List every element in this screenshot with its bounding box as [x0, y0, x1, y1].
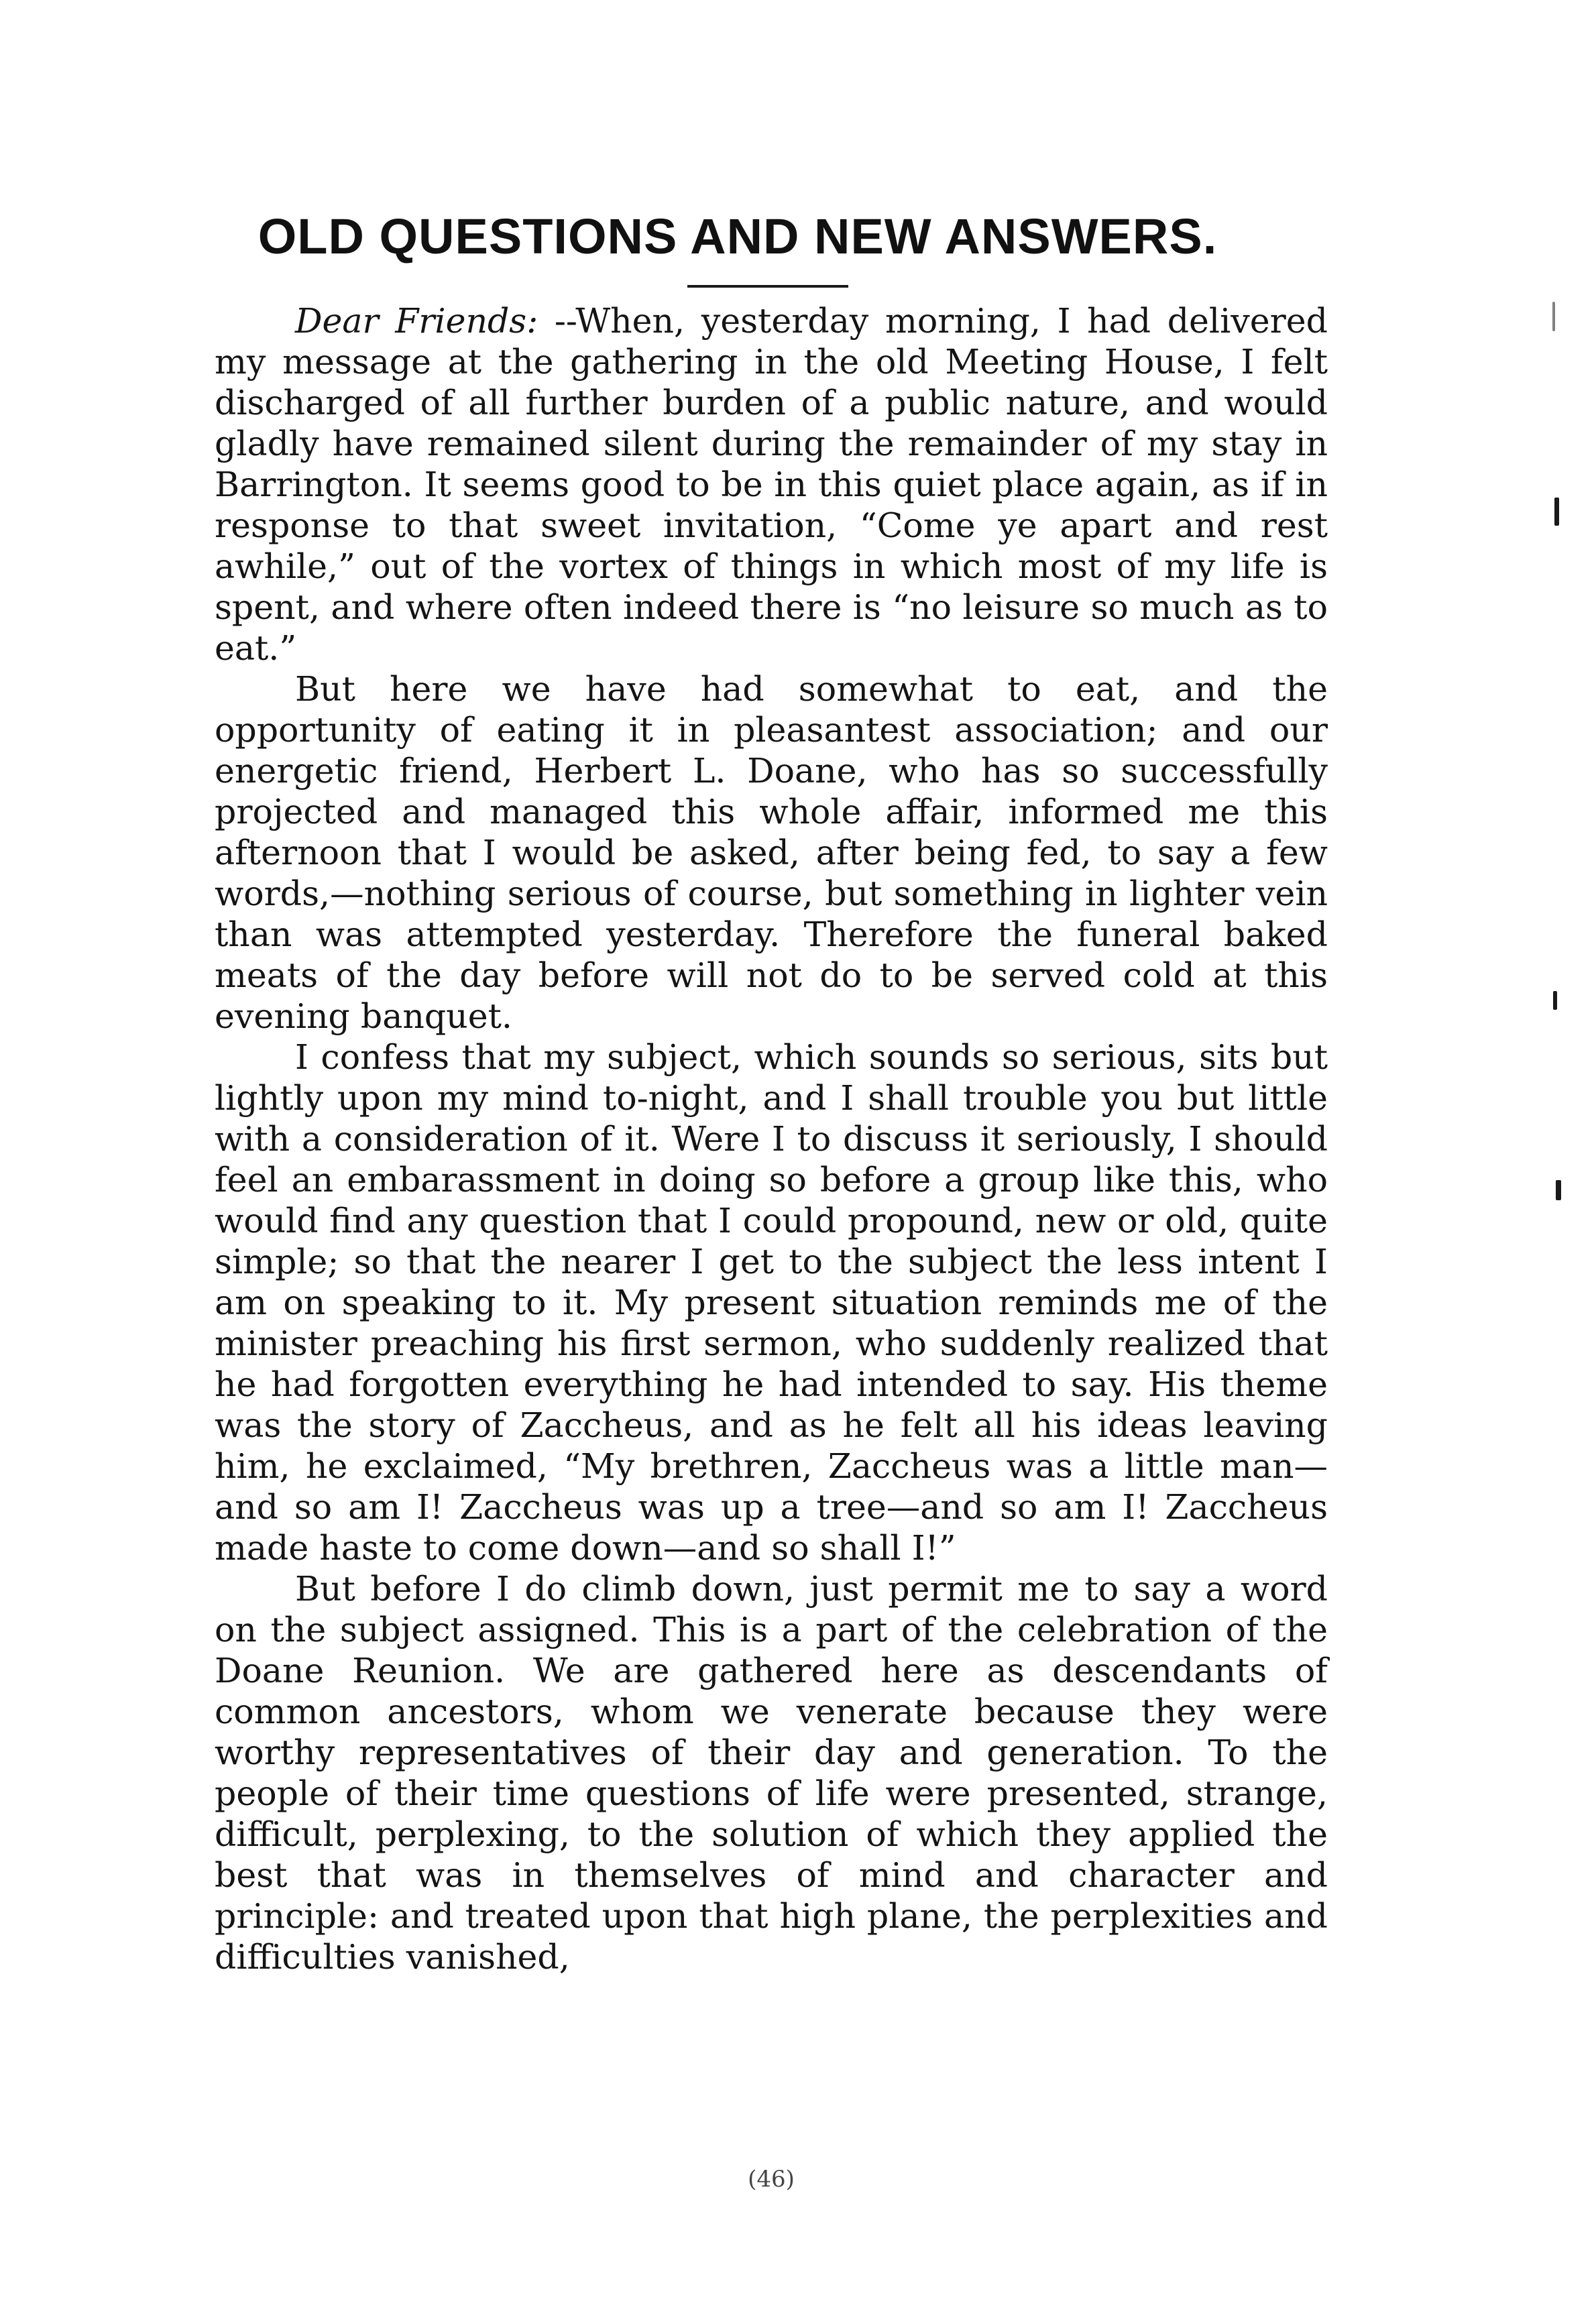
margin-mark [1556, 1180, 1561, 1200]
paragraph-2: But here we have had somewhat to eat, and the opportunity of eating it in pleasantest association; and our energetic friend, Herbert L. Doane, who has so successfully projected and managed this whole affair, informed me this afternoon that I would be asked, after being fed, to say a few words,—nothing serious of course, but something in lighter vein than was attempted yesterday. Therefore the funeral baked meats of the day before will not do to be served cold at this evening banquet. [215, 669, 1328, 1036]
body-text [215, 300, 1328, 1977]
margin-mark [1554, 498, 1559, 526]
paragraph-1-text: --When, yesterday morning, I had delivered my message at the gathering in the old Meeting House, I felt discharged of all further burden of a public nature, and would gladly have remained silent during the remainder of my stay in Barrington. It seems good to be in this quiet place again, as if in response to that sweet invitation, “Come ye apart and rest awhile,” out of the vortex of things in which most of my life is spent, and where often indeed there is “no leisure so much as to eat.” [215, 301, 1328, 668]
margin-mark [1552, 302, 1555, 331]
paragraph-3: I confess that my subject, which sounds so serious, sits but lightly upon my mind to-night, and I shall trouble you but little with a consideration of it. Were I to discuss it seriously, I should feel an embarassment in doing so before a group like this, who would find any question that I could propound, new or old, quite simple; so that the nearer I get to the subject the less intent I am on speaking to it. My present situation reminds me of the minister preaching his first sermon, who suddenly realized that he had forgotten everything he had intended to say. His theme was the story of Zaccheus, and as he felt all his ideas leaving him, he exclaimed, “My brethren, Zaccheus was a little man—and so am I! Zaccheus was up a tree—and so am I! Zaccheus made haste to come down—and so shall I!” [215, 1037, 1328, 1568]
title-divider [687, 285, 848, 288]
paragraph-1 [215, 300, 1328, 669]
paragraph-4: But before I do climb down, just permit me to say a word on the subject assigned. This is a part of the celebration of the Doane Reunion. We are gathered here as descendants of common ancestors, whom we venerate because they were worthy representatives of their day and generation. To the people of their time questions of life were presented, strange, difficult, perplexing, to the solution of which they applied the best that was in themselves of mind and character and principle: and treated upon that high plane, the perplexities and difficulties vanished, [215, 1569, 1328, 1977]
margin-mark [1553, 991, 1557, 1010]
page-title: OLD QUESTIONS AND NEW ANSWERS. [258, 209, 1218, 264]
page-number: (46) [748, 2166, 795, 2193]
salutation: Dear Friends: [295, 301, 538, 341]
